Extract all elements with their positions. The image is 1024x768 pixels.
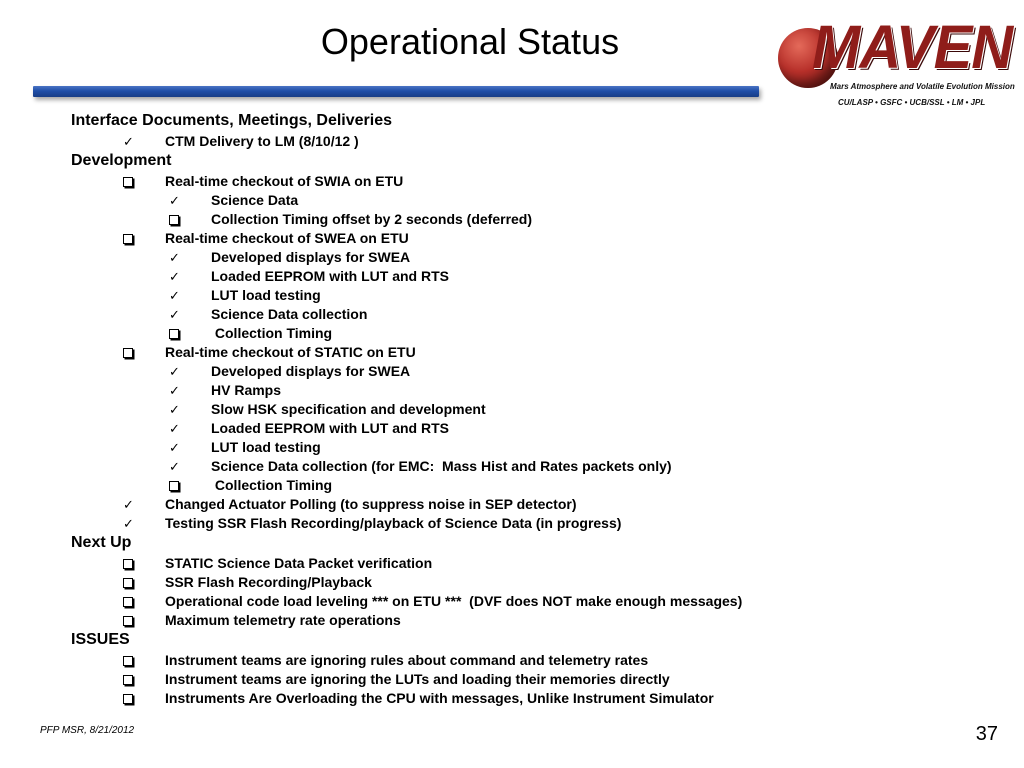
slide-title: Operational Status xyxy=(320,21,620,62)
list-item xyxy=(123,514,622,533)
item-text: Maximum telemetry rate operations xyxy=(165,612,401,628)
item-text: Testing SSR Flash Recording/playback of Science Data (in progress) xyxy=(165,515,622,531)
item-text: Science Data collection (for EMC: Mass Hist and Rates packets only) xyxy=(211,458,672,474)
list-item xyxy=(169,267,449,286)
item-text: Operational code load leveling *** on ETU *** (DVF does NOT make enough messages) xyxy=(165,593,743,609)
item-text: CTM Delivery to LM (8/10/12 ) xyxy=(165,133,359,149)
list-item xyxy=(123,495,577,514)
checkbox-square-icon xyxy=(123,670,133,690)
item-text: HV Ramps xyxy=(211,382,282,398)
check-icon: ✓ xyxy=(123,497,134,512)
item-text: Changed Actuator Polling (to suppress noise in SEP detector) xyxy=(165,496,577,512)
check-icon: ✓ xyxy=(169,383,180,398)
check-icon: ✓ xyxy=(123,516,134,531)
item-text: Real-time checkout of SWIA on ETU xyxy=(165,173,404,189)
list-item xyxy=(169,457,672,476)
logo-partners: CU/LASP • GSFC • UCB/SSL • LM • JPL xyxy=(838,98,986,107)
item-text: Loaded EEPROM with LUT and RTS xyxy=(211,268,449,284)
list-item xyxy=(165,229,409,248)
item-text: Collection Timing offset by 2 seconds (deferred) xyxy=(211,211,533,227)
checkbox-square-icon xyxy=(123,229,133,249)
checkbox-square-icon xyxy=(123,592,133,612)
checkbox-square-icon xyxy=(123,573,133,593)
item-text: LUT load testing xyxy=(211,287,321,303)
list-item xyxy=(169,286,321,305)
list-item xyxy=(169,248,411,267)
checkbox-square-icon xyxy=(169,476,179,496)
list-item xyxy=(165,611,401,630)
item-text: Science Data xyxy=(211,192,299,208)
checkbox-square-icon xyxy=(123,554,133,574)
list-item xyxy=(169,438,321,457)
checkbox-square-icon xyxy=(169,210,179,230)
item-text: Collection Timing xyxy=(211,477,333,493)
list-item xyxy=(165,670,670,689)
list-item xyxy=(169,191,299,210)
section-heading xyxy=(71,533,131,553)
item-text: Developed displays for SWEA xyxy=(211,249,411,265)
list-item xyxy=(165,689,714,708)
item-text: Instruments Are Overloading the CPU with messages, Unlike Instrument Simulator xyxy=(165,690,714,706)
check-icon: ✓ xyxy=(169,402,180,417)
section-heading xyxy=(71,630,130,650)
title-underline-bar xyxy=(33,86,759,97)
list-item xyxy=(169,362,411,381)
item-text: Science Data collection xyxy=(211,306,368,322)
section-heading xyxy=(71,111,392,131)
check-icon: ✓ xyxy=(169,364,180,379)
checkbox-square-icon xyxy=(123,343,133,363)
maven-logo xyxy=(770,10,1015,110)
list-item xyxy=(165,172,403,191)
section-heading xyxy=(71,151,171,171)
item-text: Instrument teams are ignoring the LUTs and loading their memories directly xyxy=(165,671,670,687)
item-text: LUT load testing xyxy=(211,439,321,455)
item-text: Interface Documents, Meetings, Deliveries xyxy=(71,112,392,129)
list-item xyxy=(165,651,648,670)
list-item xyxy=(123,132,359,151)
checkbox-square-icon xyxy=(123,172,133,192)
check-icon: ✓ xyxy=(169,193,180,208)
footer-date: PFP MSR, 8/21/2012 xyxy=(40,725,135,736)
check-icon: ✓ xyxy=(169,269,180,284)
check-icon: ✓ xyxy=(169,440,180,455)
list-item xyxy=(165,554,432,573)
logo-wordmark: MAVEN xyxy=(812,13,1013,82)
check-icon: ✓ xyxy=(123,134,134,149)
check-icon: ✓ xyxy=(169,307,180,322)
checkbox-square-icon xyxy=(169,324,179,344)
item-text: Slow HSK specification and development xyxy=(211,401,486,417)
list-item xyxy=(211,476,332,495)
list-item xyxy=(165,592,742,611)
item-text: Next Up xyxy=(71,534,132,551)
list-item xyxy=(169,305,368,324)
list-item xyxy=(169,419,449,438)
list-item xyxy=(169,381,282,400)
item-text: Development xyxy=(71,152,172,169)
checkbox-square-icon xyxy=(123,689,133,709)
check-icon: ✓ xyxy=(169,459,180,474)
list-item xyxy=(165,343,416,362)
check-icon: ✓ xyxy=(169,288,180,303)
list-item xyxy=(211,324,332,343)
item-text: Real-time checkout of SWEA on ETU xyxy=(165,230,409,246)
checkbox-square-icon xyxy=(123,651,133,671)
item-text: Collection Timing xyxy=(211,325,333,341)
page-number: 37 xyxy=(975,723,998,745)
item-text: Real-time checkout of STATIC on ETU xyxy=(165,344,416,360)
item-text: SSR Flash Recording/Playback xyxy=(165,574,372,590)
item-text: ISSUES xyxy=(71,631,130,648)
list-item xyxy=(211,210,532,229)
logo-subtitle: Mars Atmosphere and Volatile Evolution Mission xyxy=(830,82,1015,91)
checkbox-square-icon xyxy=(123,611,133,631)
check-icon: ✓ xyxy=(169,421,180,436)
item-text: Developed displays for SWEA xyxy=(211,363,411,379)
list-item xyxy=(169,400,486,419)
list-item xyxy=(165,573,372,592)
item-text: Instrument teams are ignoring rules about command and telemetry rates xyxy=(165,652,649,668)
check-icon: ✓ xyxy=(169,250,180,265)
item-text: Loaded EEPROM with LUT and RTS xyxy=(211,420,449,436)
item-text: STATIC Science Data Packet verification xyxy=(165,555,433,571)
